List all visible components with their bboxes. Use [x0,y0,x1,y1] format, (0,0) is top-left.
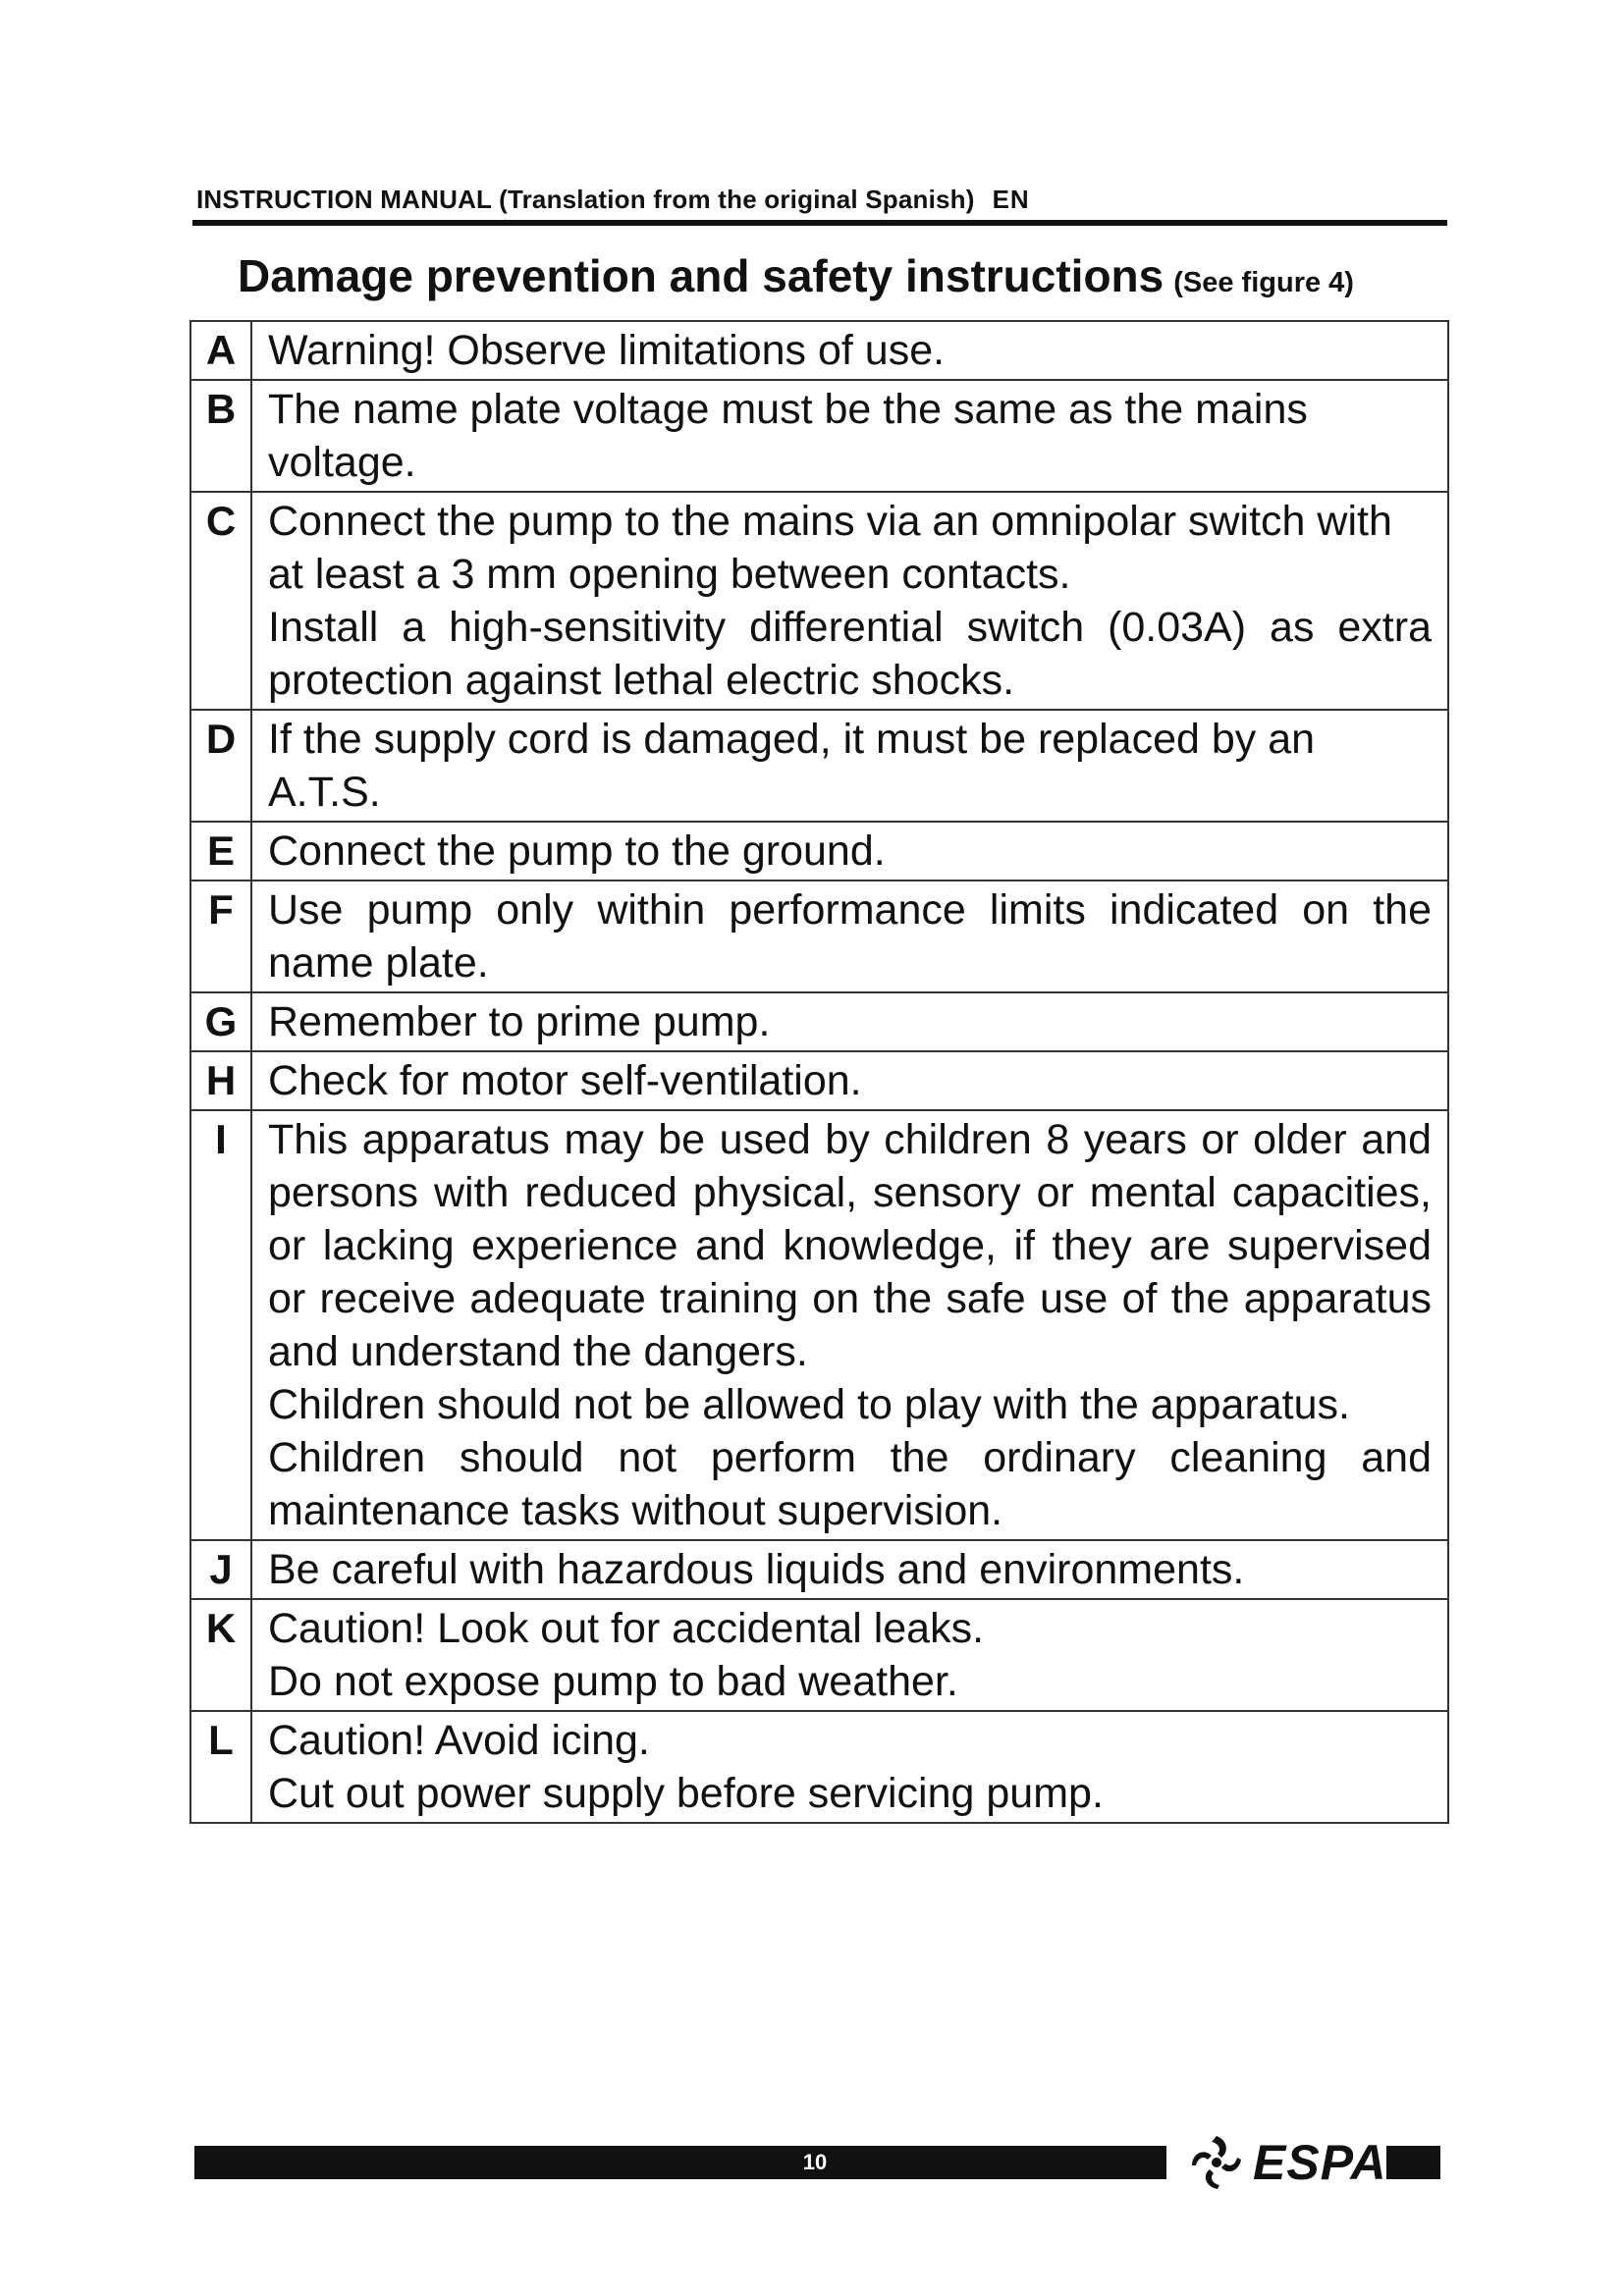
instruction-key: A [190,321,251,380]
instruction-text [251,1110,1448,1540]
instruction-line: The name plate voltage must be the same as the mains voltage. [268,386,1308,486]
instruction-key: F [190,881,251,992]
table-row [190,1051,1448,1110]
table-row [190,822,1448,881]
instruction-text [251,992,1448,1051]
instruction-text [251,1051,1448,1110]
instruction-text [251,1711,1448,1823]
page-header [192,185,1447,218]
figure-reference: (See figure 4) [1173,267,1354,298]
instruction-key: K [190,1599,251,1711]
instruction-key: L [190,1711,251,1823]
instruction-text [251,492,1448,710]
instruction-line: Caution! Look out for accidental leaks. [268,1605,985,1652]
language-code: EN [992,185,1030,214]
instruction-text [251,710,1448,822]
instruction-line: Connect the pump to the mains via an omnipolar switch with at least a 3 mm opening between contacts. [268,498,1392,598]
page-number: 10 [802,2150,828,2174]
brand-name: ESPA [1253,2135,1387,2190]
instruction-line: Check for motor self-ventilation. [268,1057,862,1104]
header-divider [192,220,1447,226]
instruction-text [251,881,1448,992]
instruction-line: Remember to prime pump. [268,998,771,1045]
instruction-key: C [190,492,251,710]
espa-logo-icon [1184,2130,1249,2195]
table-row [190,1711,1448,1823]
table-row [190,1540,1448,1599]
footer-bar-end [1386,2146,1440,2179]
instruction-line: Cut out power supply before servicing pump. [268,1770,1104,1817]
instruction-key: I [190,1110,251,1540]
table-row [190,881,1448,992]
section-title-text: Damage prevention and safety instructions [238,250,1164,301]
manual-title [196,185,1030,215]
instruction-key: D [190,710,251,822]
table-row [190,321,1448,380]
instruction-key: E [190,822,251,881]
instruction-text [251,1540,1448,1599]
table-row [190,992,1448,1051]
table-row [190,1599,1448,1711]
table-row [190,710,1448,822]
instruction-line: Install a high-sensitivity differential switch (0.03A) as extra protection against lethal electric shocks. [268,604,1432,704]
instruction-line: If the supply cord is damaged, it must be replaced by an A.T.S. [268,716,1316,816]
instruction-line: Caution! Avoid icing. [268,1717,650,1764]
instruction-key: B [190,380,251,492]
instruction-text [251,822,1448,881]
instruction-text [251,380,1448,492]
section-title [238,249,1354,302]
instruction-key: G [190,992,251,1051]
instruction-line: Children should not be allowed to play with the apparatus. [268,1381,1350,1428]
table-row [190,492,1448,710]
brand-logo [1184,2130,1387,2195]
instruction-key: H [190,1051,251,1110]
instruction-line: This apparatus may be used by children 8 years or older and persons with reduced physical, sensory or mental capacities, or lacking experience and knowledge, if they are supervised or receive adequate training on the safe use of the apparatus and understand the dangers. [268,1116,1432,1375]
instruction-line: Do not expose pump to bad weather. [268,1658,958,1705]
instruction-line: Be careful with hazardous liquids and environments. [268,1546,1245,1593]
instruction-key: J [190,1540,251,1599]
table-row [190,380,1448,492]
instruction-line: Connect the pump to the ground. [268,828,886,875]
instruction-line: Use pump only within performance limits indicated on the name plate. [268,886,1432,987]
instruction-line: Warning! Observe limitations of use. [268,327,946,374]
instruction-text [251,321,1448,380]
manual-title-text: INSTRUCTION MANUAL (Translation from the original Spanish) [196,185,975,214]
safety-instructions-table [189,320,1449,1824]
table-row [190,1110,1448,1540]
instruction-line: Children should not perform the ordinary cleaning and maintenance tasks without supervision. [268,1434,1432,1534]
instruction-text [251,1599,1448,1711]
